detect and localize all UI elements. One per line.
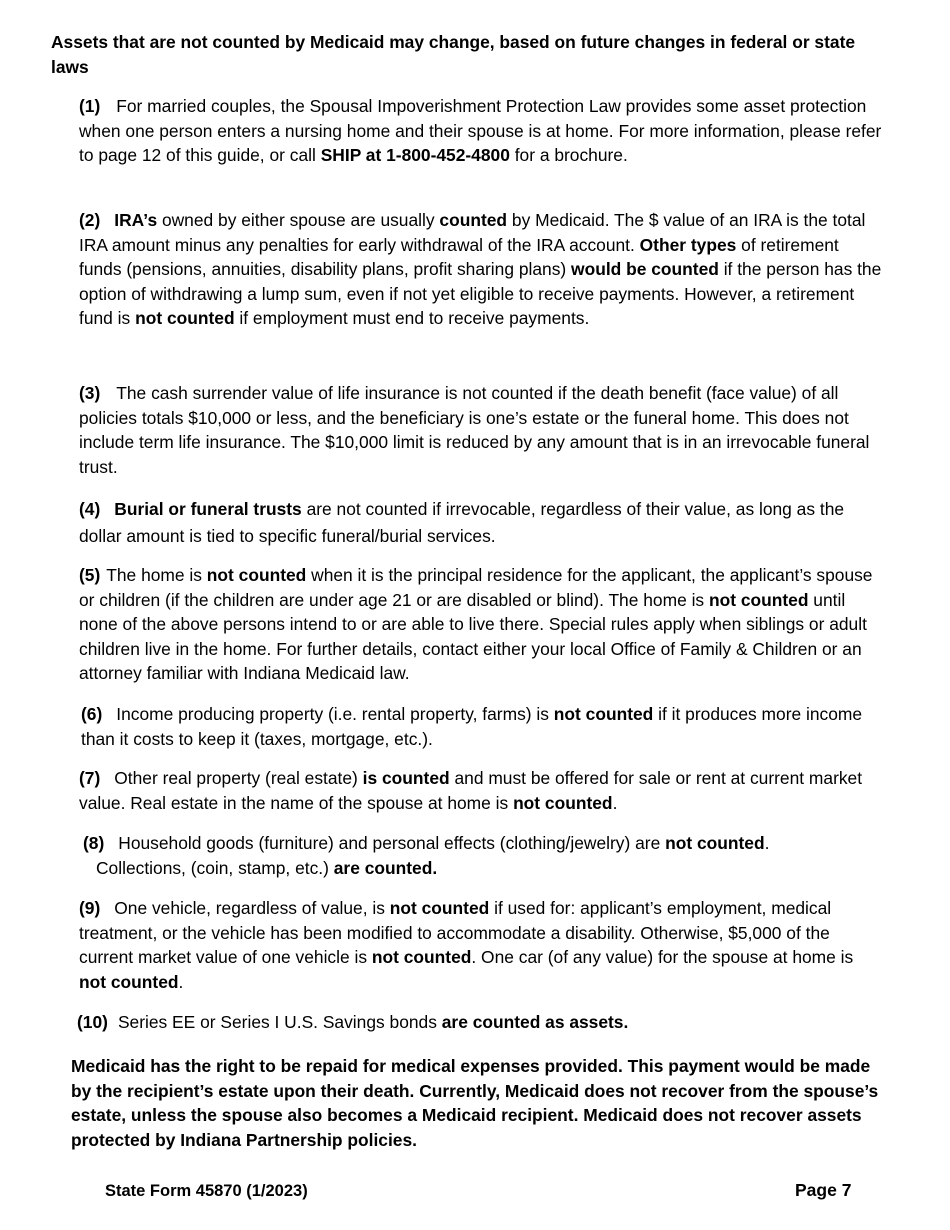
body-text: Collections, (coin, stamp, etc.) (96, 857, 334, 878)
emphasis-text: not counted (553, 704, 654, 724)
body-text: owned by either spouse are usually (157, 210, 440, 230)
emphasis-text: counted (439, 210, 508, 230)
emphasis-text: not counted (135, 308, 235, 329)
footer-page-number: Page 7 (795, 1180, 852, 1200)
body-text: if it produces more income than it costs to keep it (taxes, mortgage, etc.). (81, 704, 863, 749)
body-text: if employment must end to receive payments. (234, 308, 590, 329)
footer-form-number: State Form 45870 (1/2023) (105, 1182, 308, 1200)
item-number: (2) (79, 210, 101, 230)
body-text: by Medicaid. The $ value of an IRA is the total IRA amount minus any penalties for early withdrawal of the IRA account. (79, 210, 866, 255)
list-item-3 (79, 381, 884, 479)
emphasis-text: not counted (513, 792, 613, 813)
item-number: (8) (83, 833, 105, 853)
item-number: (10) (77, 1012, 108, 1032)
emphasis-text: not counted (371, 947, 472, 968)
body-text: and must be offered for sale or rent at current market value. Real estate in the name of the spouse at home is (79, 768, 863, 813)
emphasis-text: not counted (665, 833, 765, 853)
item-number: (3) (79, 383, 101, 403)
list-item-10 (77, 1010, 882, 1035)
emphasis-text: SHIP at 1-800-452-4800 (320, 145, 510, 166)
emphasis-text: not counted (206, 565, 307, 585)
list-item-9 (79, 896, 884, 994)
body-text: Income producing property (i.e. rental property, farms) is (116, 704, 554, 724)
item-number: (4) (79, 499, 101, 519)
body-text: when it is the principal residence for the applicant, the applicant’s spouse or children (if the children are under age 21 or are disabled or blind). The home is (79, 565, 873, 610)
item-number: (5) (79, 565, 101, 585)
emphasis-text: not counted (389, 898, 490, 918)
body-text: . (764, 833, 770, 853)
section-title: Assets that are not counted by Medicaid may change, based on future changes in federal or state laws (51, 32, 856, 77)
emphasis-text: not counted (79, 971, 179, 992)
item-number: (7) (79, 768, 101, 788)
item-number: (9) (79, 898, 101, 918)
body-text: The home is (106, 565, 207, 585)
item-number: (6) (81, 704, 103, 724)
emphasis-text: IRA’s (114, 210, 158, 230)
body-text: if used for: applicant’s employment, medical treatment, or the vehicle has been modified to accommodate a disability. Otherwise, $5,000 of the current market value of one vehicle is (79, 898, 832, 968)
emphasis-text: is counted (362, 768, 450, 788)
list-item-5 (79, 563, 884, 686)
body-text: are not counted if irrevocable, regardless of their value, as long as the dollar amount is tied to specific funeral/burial services. (79, 499, 845, 546)
body-text: for a brochure. (509, 145, 628, 166)
body-text: if the person has the option of withdrawing a lump sum, even if not yet eligible to receive payments. However, a retirement fund is (79, 259, 882, 329)
body-text: Other real property (real estate) (114, 768, 363, 788)
body-text: Household goods (furniture) and personal effects (clothing/jewelry) are (118, 833, 666, 853)
emphasis-text: would be counted (571, 259, 719, 280)
body-text: of retirement funds (pensions, annuities, disability plans, profit sharing plans) (79, 234, 839, 280)
list-item-7 (79, 766, 884, 815)
emphasis-text: are counted. (333, 857, 438, 878)
body-text: . (612, 792, 618, 813)
emphasis-text: Other types (639, 234, 737, 255)
emphasis-text: not counted (708, 589, 809, 610)
body-text: . (178, 971, 184, 992)
body-text: One vehicle, regardless of value, is (114, 898, 390, 918)
list-item-1 (79, 94, 884, 168)
emphasis-text: are counted as assets. (441, 1012, 629, 1032)
body-text: Series EE or Series I U.S. Savings bonds (117, 1012, 442, 1032)
medicaid-recovery-notice: Medicaid has the right to be repaid for medical expenses provided. This payment would be made by the recipient’s estate upon their death. Currently, Medicaid does not recover from the spouse’s estate, unless the spouse also becomes a Medicaid recipient. Medicaid does not recover assets protected by Indiana Partnership policies. (71, 1056, 879, 1150)
item-number: (1) (79, 96, 101, 116)
emphasis-text: Burial or funeral trusts (114, 499, 302, 519)
list-item-2 (79, 208, 884, 331)
body-text: The cash surrender value of life insurance is not counted if the death benefit (face value) of all policies totals $10,000 or less, and the beneficiary is one’s estate or the funeral home. This does not include term life insurance. The $10,000 limit is reduced by any amount that is in an irrevocable funeral trust. (79, 383, 870, 477)
list-item-6 (81, 702, 886, 751)
body-text: until none of the above persons intend to or are able to live there. Special rules apply when siblings or adult children live in the home. For further details, contact either your local Office of Family & Children or an attorney familiar with Indiana Medicaid law. (79, 589, 867, 684)
list-item-4 (79, 496, 884, 549)
list-item-8 (83, 831, 888, 880)
body-text: . One car (of any value) for the spouse at home is (471, 947, 854, 968)
body-text: For married couples, the Spousal Impoverishment Protection Law provides some asset protection when one person enters a nursing home and their spouse is at home. For more information, please refer to page 12 of this guide, or call (79, 96, 882, 166)
